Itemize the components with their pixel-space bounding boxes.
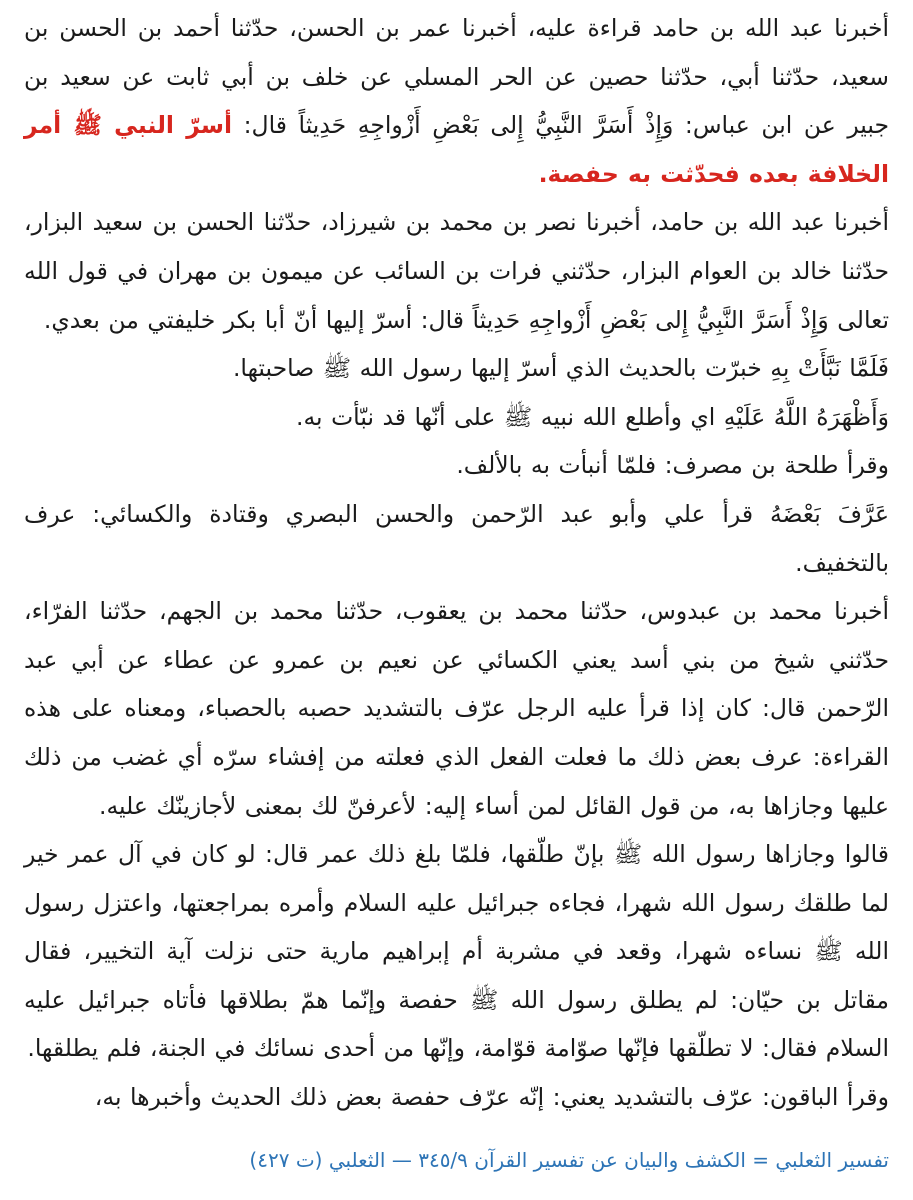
paragraph-8: قالوا وجازاها رسول الله ﷺ بإنّ طلّقها، فلمّا بلغ ذلك عمر قال: لو كان في آل عمر خير لما طلقك رسول الله شهرا، فجاءه جبرائيل عليه السلام وأمره بمراجعتها، واعتزل رسول الله ﷺ نساءه شهرا، وقعد في مشربة أم إبراهيم مارية حتى نزلت آية التخيير، فقال مقاتل بن حيّان: لم يطلق رسول الله ﷺ حفصة وإنّما همّ بطلاقها فأتاه جبرائيل عليه السلام فقال: لا تطلّقها فإنّها صوّامة قوّامة، وإنّها من أحدى نسائك في الجنة، فلم يطلقها.: [24, 840, 889, 1063]
paragraph-2: أخبرنا عبد الله بن حامد، أخبرنا نصر بن محمد بن شيرزاد، حدّثنا الحسن بن سعيد البزار، حدّثنا خالد بن العوام البزار، حدّثني فرات بن السائب عن ميمون بن مهران في قول الله تعالى وَإِذْ أَسَرَّ النَّبِيُّ إِلى بَعْضِ أَزْواجِهِ حَدِيثاً قال: أسرّ إليها أنّ أبا بكر خليفتي من بعدي.: [24, 208, 889, 334]
main-text: [24, 4, 889, 1122]
paragraph-4: وَأَظْهَرَهُ اللَّهُ عَلَيْهِ اي وأطلع الله نبيه ﷺ على أنّها قد نبّأت به.: [295, 402, 889, 431]
paragraph-1-text: أخبرنا عبد الله بن حامد قراءة عليه، أخبرنا عمر بن الحسن، حدّثنا أحمد بن الحسن بن سعيد، حدّثنا أبي، حدّثنا حصين عن الحر المسلي عن خلف بن أبي ثابت عن سعيد بن جبير عن ابن عباس: وَإِذْ أَسَرَّ النَّبِيُّ إِلى بَعْضِ أَزْواجِهِ حَدِيثاً قال:: [24, 14, 889, 140]
paragraph-3: فَلَمَّا نَبَّأَتْ بِهِ خبرّت بالحديث الذي أسرّ إليها رسول الله ﷺ صاحبتها.: [232, 354, 889, 383]
highlighted-statement: أسرّ النبي ﷺ أمر الخلافة بعده فحدّثت به حفصة.: [24, 111, 889, 188]
paragraph-5: وقرأ طلحة بن مصرف: فلمّا أنبأت به بالألف.: [456, 451, 889, 480]
paragraph-6: عَرَّفَ بَعْضَهُ قرأ علي وأبو عبد الرّحمن والحسن البصري وقتادة والكسائي: عرف بالتخفيف.: [24, 499, 889, 577]
paragraph-9: وقرأ الباقون: عرّف بالتشديد يعني: إنّه عرّف حفصة بعض ذلك الحديث وأخبرها به،: [94, 1083, 889, 1112]
paragraph-1: [24, 4, 889, 198]
paragraph-7: أخبرنا محمد بن عبدوس، حدّثنا محمد بن يعقوب، حدّثنا محمد بن الجهم، حدّثنا الفرّاء، حدّثني شيخ من بني أسد يعني الكسائي عن نعيم بن عمرو عن عطاء عن أبي عبد الرّحمن قال: كان إذا قرأ عليه الرجل عرّف بالتشديد حصبه بالحصباء، ومعناه على هذه القراءة: عرف بعض ذلك ما فعلت الفعل الذي فعلته من إفشاء سرّه أي غضب من ذلك عليها وجازاها به، من قول القائل لمن أساء إليه: لأعرفنّ لك بمعنى لأجازينّك عليه.: [24, 597, 889, 820]
source-citation: تفسير الثعلبي = الكشف والبيان عن تفسير القرآن ٣٤٥/٩ — الثعلبي (ت ٤٢٧): [249, 1148, 889, 1172]
